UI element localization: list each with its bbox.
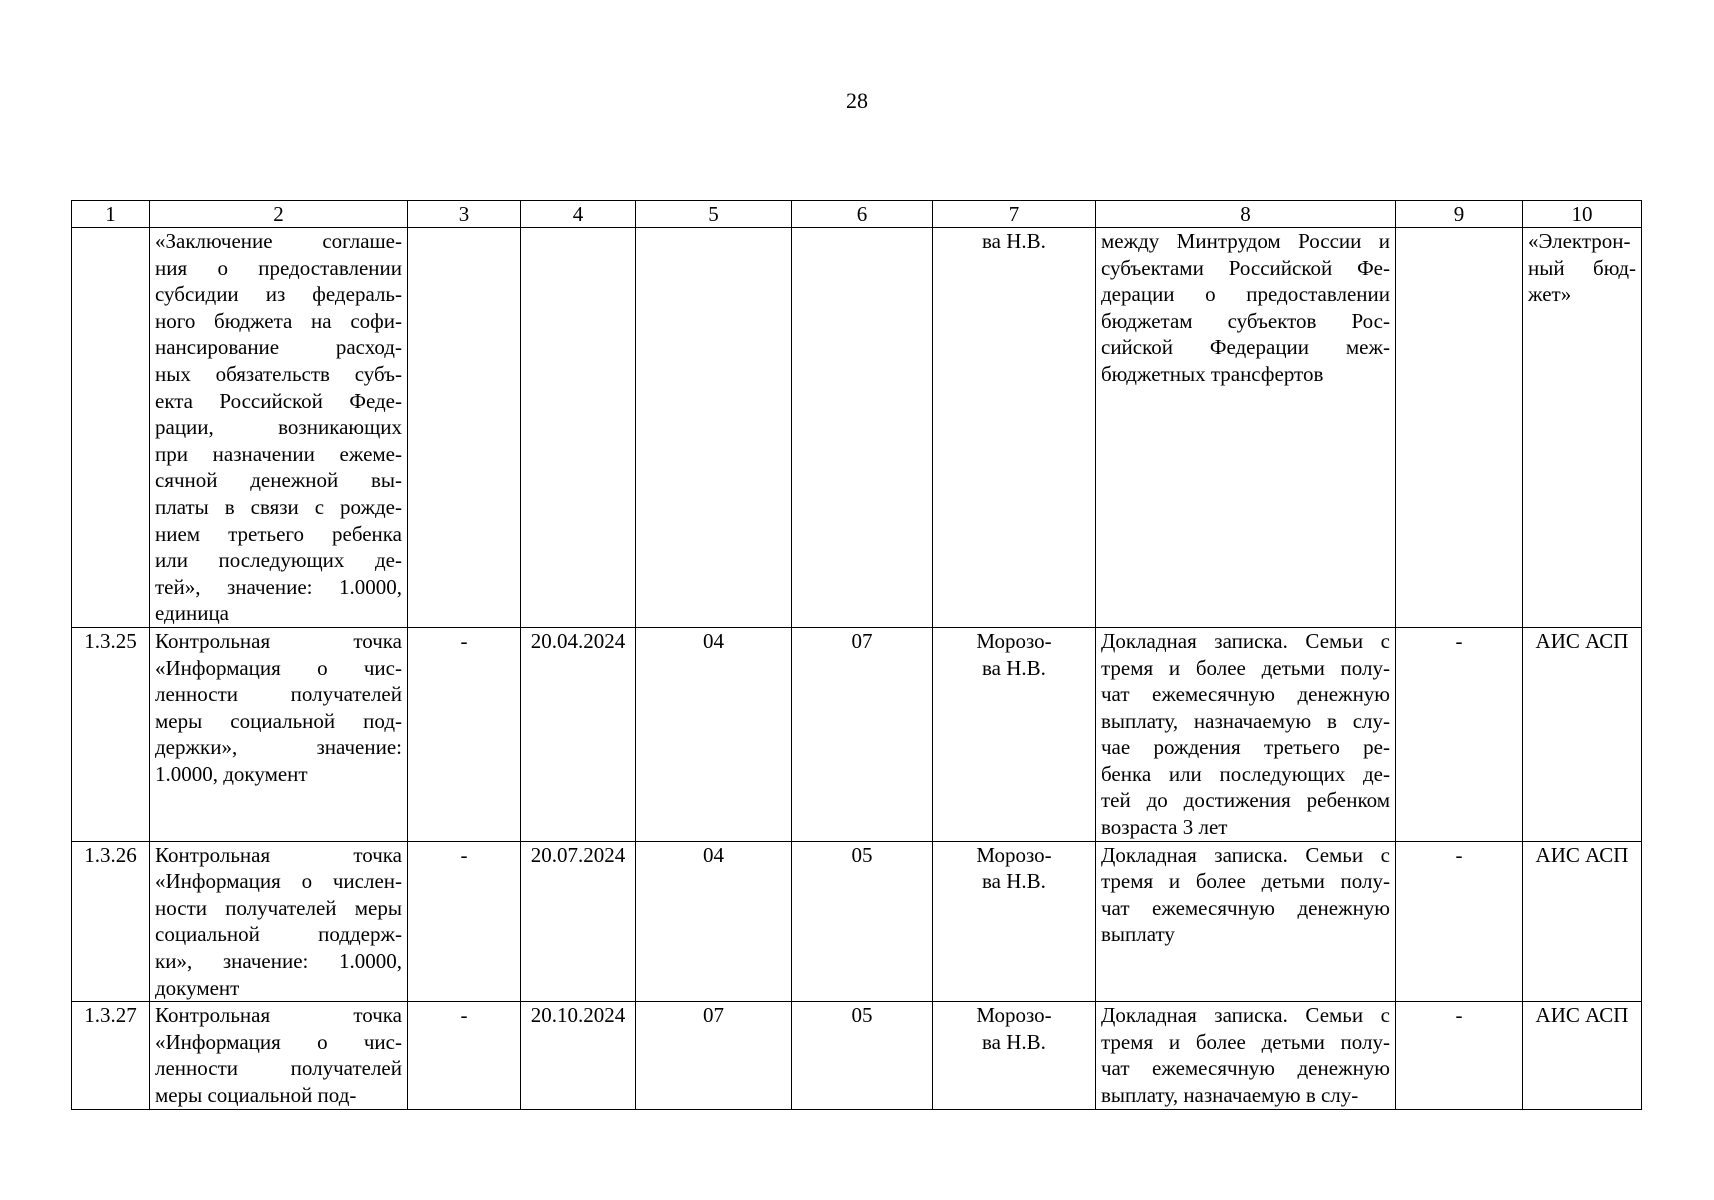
table-cell-col-1	[72, 1002, 150, 1109]
cell-line: «Информация о чис-	[155, 655, 402, 680]
cell-text: 1.3.27	[84, 1003, 137, 1028]
table-row	[72, 228, 1642, 628]
column-header: 3	[408, 201, 521, 228]
cell-line: «Электрон-	[1528, 229, 1631, 253]
cell-text: ва Н.В.	[982, 229, 1046, 253]
cell-text: 07	[703, 1003, 724, 1028]
cell-line: 1.0000, документ	[155, 761, 308, 786]
cell-line: ки», значение: 1.0000,	[155, 949, 402, 974]
cell-line: тремя и более детьми полу-	[1101, 655, 1390, 680]
cell-line: между Минтрудом России и	[1101, 229, 1390, 253]
cell-text: Морозо- ва Н.В.	[976, 628, 1052, 680]
table-cell-col-5	[636, 228, 792, 628]
column-header: 7	[933, 201, 1096, 228]
table-cell-col-9	[1396, 841, 1523, 1002]
table-cell-col-3	[408, 627, 521, 841]
cell-text: 05	[851, 842, 873, 867]
cell-line: чат ежемесячную денежную	[1101, 682, 1390, 707]
column-header: 4	[521, 201, 636, 228]
cell-text: 20.07.2024	[530, 842, 626, 867]
cell-line: нансирование расход-	[155, 335, 402, 360]
column-header: 8	[1096, 201, 1396, 228]
cell-line: единица	[155, 601, 230, 626]
cell-text: -	[1455, 628, 1463, 653]
table-cell-col-6	[792, 228, 933, 628]
table-cell-col-1	[72, 228, 150, 628]
cell-line: бенка или последующих де-	[1101, 761, 1390, 786]
table-cell-col-8	[1096, 228, 1396, 628]
cell-line: «Заключение соглаше-	[155, 229, 402, 253]
cell-line: ния о предоставлении	[155, 255, 402, 280]
table-cell-col-5	[636, 1002, 792, 1109]
document-table	[71, 200, 1642, 1110]
table-cell-col-1	[72, 841, 150, 1002]
cell-line: «Информация о чис-	[155, 1029, 402, 1054]
page-number: 28	[846, 88, 868, 113]
table-cell-col-4	[521, 841, 636, 1002]
cell-line: ленности получателей	[155, 682, 402, 707]
table-header-row	[72, 201, 1642, 228]
table-cell-col-10	[1523, 1002, 1642, 1109]
cell-line: Контрольная точка	[155, 628, 402, 653]
column-header: 10	[1523, 201, 1642, 228]
table-cell-col-7	[933, 1002, 1096, 1109]
table-cell-col-4	[521, 1002, 636, 1109]
table-row	[72, 627, 1642, 841]
cell-line: АИС АСП	[1535, 628, 1629, 653]
cell-line: сийской Федерации меж-	[1101, 335, 1390, 360]
column-header: 9	[1396, 201, 1523, 228]
table-cell-col-10	[1523, 627, 1642, 841]
cell-text: 04	[703, 628, 724, 653]
cell-line: жет»	[1528, 282, 1572, 307]
cell-line: Контрольная точка	[155, 842, 402, 867]
cell-text: 07	[851, 628, 873, 653]
cell-line: ности получателей меры	[155, 895, 402, 920]
cell-text: Морозо- ва Н.В.	[976, 1003, 1052, 1054]
cell-line: рации, возникающих	[155, 415, 402, 440]
cell-line: ных обязательств субъ-	[155, 361, 402, 386]
column-header: 5	[636, 201, 792, 228]
table-cell-col-4	[521, 228, 636, 628]
cell-line: или последующих де-	[155, 548, 402, 573]
cell-line: Докладная записка. Семьи с	[1101, 1003, 1390, 1028]
table-cell-col-1	[72, 627, 150, 841]
table-cell-col-8	[1096, 1002, 1396, 1109]
cell-line: бюджетам субъектов Рос-	[1101, 308, 1390, 333]
table-cell-col-3	[408, 228, 521, 628]
cell-line: меры социальной под-	[155, 1083, 357, 1107]
cell-line: возраста 3 лет	[1101, 815, 1228, 840]
table-cell-col-2	[150, 841, 408, 1002]
cell-line: тей», значение: 1.0000,	[155, 574, 402, 599]
table-cell-col-10	[1523, 841, 1642, 1002]
cell-line: держки», значение:	[155, 735, 402, 760]
cell-line: субсидии из федераль-	[155, 282, 402, 307]
table-cell-col-9	[1396, 228, 1523, 628]
table-cell-col-6	[792, 627, 933, 841]
cell-text: 05	[851, 1003, 873, 1028]
cell-line: при назначении ежеме-	[155, 441, 402, 466]
cell-text: -	[460, 842, 468, 867]
cell-line: чат ежемесячную денежную	[1101, 895, 1390, 920]
table-cell-col-9	[1396, 627, 1523, 841]
cell-text: -	[460, 628, 468, 653]
cell-line: ленности получателей	[155, 1056, 402, 1081]
table-cell-col-10	[1523, 228, 1642, 628]
table-cell-col-3	[408, 841, 521, 1002]
table-cell-col-2	[150, 627, 408, 841]
table-cell-col-7	[933, 841, 1096, 1002]
cell-line: выплату, назначаемую в слу-	[1101, 708, 1390, 733]
cell-line: чае рождения третьего ре-	[1101, 735, 1390, 760]
cell-line: АИС АСП	[1535, 1003, 1629, 1028]
table-cell-col-7	[933, 228, 1096, 628]
table-cell-col-8	[1096, 627, 1396, 841]
cell-line: документ	[155, 975, 240, 1000]
table-cell-col-2	[150, 228, 408, 628]
cell-text: -	[1455, 1003, 1463, 1028]
cell-line: выплату, назначаемую в слу-	[1101, 1083, 1359, 1107]
cell-line: тей до достижения ребенком	[1101, 788, 1390, 813]
table-row	[72, 841, 1642, 1002]
column-header: 1	[72, 201, 150, 228]
table-cell-col-8	[1096, 841, 1396, 1002]
column-header: 6	[792, 201, 933, 228]
table-cell-col-3	[408, 1002, 521, 1109]
cell-text: -	[460, 1003, 468, 1028]
cell-line: социальной поддерж-	[155, 922, 402, 947]
column-header: 2	[150, 201, 408, 228]
cell-line: Докладная записка. Семьи с	[1101, 842, 1390, 867]
table-cell-col-6	[792, 1002, 933, 1109]
table-cell-col-6	[792, 841, 933, 1002]
cell-line: нием третьего ребенка	[155, 521, 402, 546]
cell-text: 20.04.2024	[530, 628, 626, 653]
table-cell-col-5	[636, 627, 792, 841]
cell-text: 20.10.2024	[530, 1003, 626, 1028]
cell-text: -	[1455, 842, 1463, 867]
cell-line: АИС АСП	[1535, 842, 1629, 867]
cell-line: тремя и более детьми полу-	[1101, 1029, 1390, 1054]
cell-line: «Информация о числен-	[155, 869, 402, 894]
cell-text: 04	[703, 842, 724, 867]
table-row	[72, 1002, 1642, 1109]
cell-line: ный бюд-	[1528, 255, 1636, 280]
cell-text: 1.3.26	[84, 842, 137, 867]
cell-line: Докладная записка. Семьи с	[1101, 628, 1390, 653]
cell-text: 1.3.25	[84, 628, 137, 653]
table-cell-col-5	[636, 841, 792, 1002]
table-cell-col-4	[521, 627, 636, 841]
table-cell-col-9	[1396, 1002, 1523, 1109]
table-cell-col-7	[933, 627, 1096, 841]
cell-line: сячной денежной вы-	[155, 468, 402, 493]
cell-line: выплату	[1101, 922, 1175, 947]
cell-line: платы в связи с рожде-	[155, 494, 402, 519]
cell-line: чат ежемесячную денежную	[1101, 1056, 1390, 1081]
cell-line: дерации о предоставлении	[1101, 282, 1390, 307]
cell-line: ного бюджета на софи-	[155, 308, 402, 333]
cell-line: меры социальной под-	[155, 708, 402, 733]
cell-line: бюджетных трансфертов	[1101, 361, 1324, 386]
cell-line: тремя и более детьми полу-	[1101, 869, 1390, 894]
cell-line: екта Российской Феде-	[155, 388, 402, 413]
table-cell-col-2	[150, 1002, 408, 1109]
cell-text: Морозо- ва Н.В.	[976, 842, 1052, 894]
cell-line: Контрольная точка	[155, 1003, 402, 1028]
cell-line: субъектами Российской Фе-	[1101, 255, 1390, 280]
